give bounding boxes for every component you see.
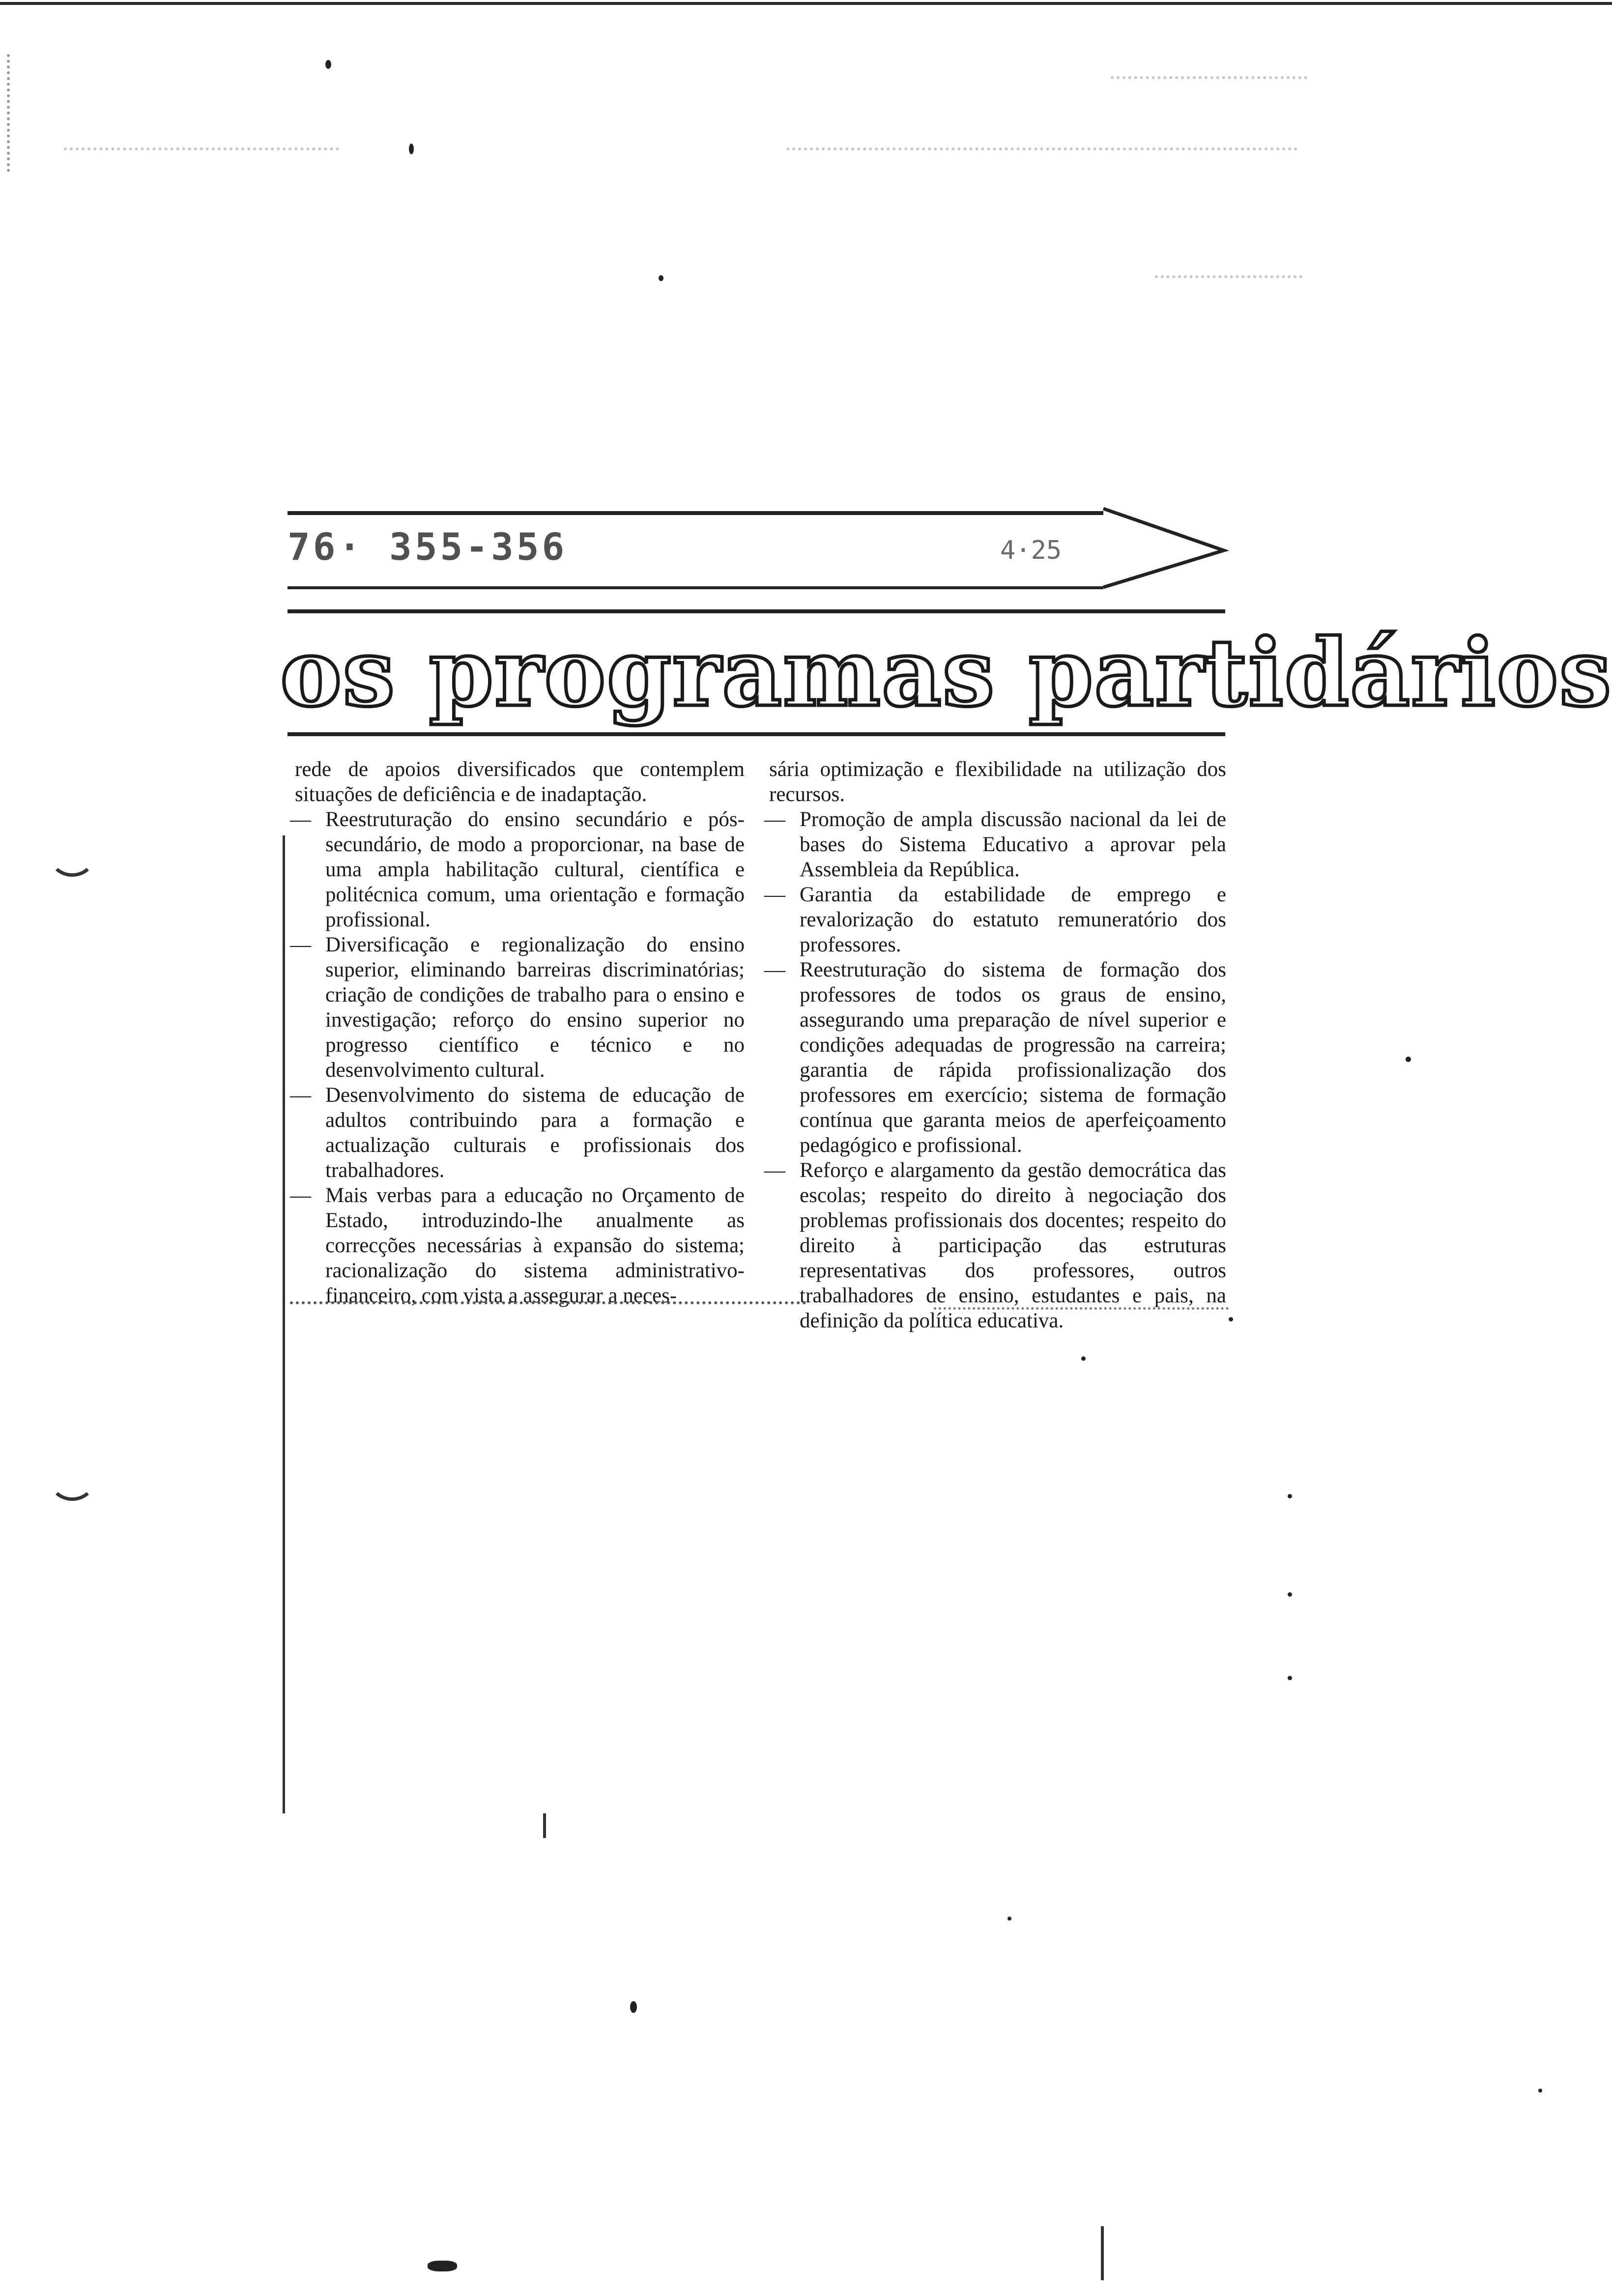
- title-rule-bottom: [288, 732, 1225, 736]
- dash-bullet: —: [290, 1084, 311, 1107]
- column-margin-rule: [283, 835, 285, 1813]
- list-item: [290, 932, 745, 1083]
- scan-speck: [1008, 1917, 1011, 1921]
- scan-top-edge: [0, 2, 1612, 5]
- scan-speck: [428, 2261, 457, 2271]
- dash-bullet: —: [764, 958, 785, 981]
- scan-speck: [1288, 1494, 1292, 1498]
- dash-bullet: —: [290, 808, 311, 831]
- scan-speck: [1406, 1057, 1411, 1062]
- clipping-cut-edge: [290, 1301, 806, 1307]
- list-item: [290, 1183, 745, 1308]
- list-item: [290, 1083, 745, 1183]
- scan-speck: [1229, 1317, 1233, 1321]
- list-item: [764, 807, 1226, 882]
- column-intro: sária optimização e flexibilidade na utilização dos recursos.: [769, 758, 1226, 806]
- scan-speck: [1288, 1592, 1292, 1597]
- list-item-text: Reestruturação do ensino secundário e pós-secundário, de modo a proporcionar, na base de uma ampla habilitação cultural, científica e politécnica comum, uma orientação e formação profissional.: [325, 808, 745, 931]
- article-column-left: [290, 757, 745, 1308]
- list-item-text: Diversificação e regionalização do ensino superior, eliminando barreiras discriminatórias; criação de condições de trabalho para o ensino e investigação; reforço do ensino superior no progresso científico e técnico e no desenvolvimento cultural.: [325, 933, 745, 1082]
- scan-speck: [630, 2001, 637, 2013]
- scan-mark: [1101, 2226, 1104, 2280]
- dash-bullet: —: [764, 1159, 785, 1182]
- arrow-icon: [1098, 504, 1231, 592]
- list-item: [290, 807, 745, 932]
- list-item-text: Reestruturação do sistema de formação dos professores de todos os graus de ensino, assegurando uma preparação de nível superior e condições adequadas de progressão na carreira; garantia de rápida profissionalização dos professores em exercício; sistema de formação contínua que garanta meios de aperfeiçoamento pedagógico e profissional.: [800, 958, 1226, 1157]
- title-rule-top: [288, 609, 1225, 613]
- scan-speck: [1081, 1356, 1086, 1361]
- dash-bullet: —: [764, 883, 785, 906]
- dash-bullet: —: [764, 808, 785, 831]
- scan-noise: [786, 147, 1297, 155]
- punch-hole-mark: [49, 835, 95, 877]
- scan-speck: [325, 60, 331, 69]
- dash-bullet: —: [290, 1184, 311, 1207]
- scan-noise: [64, 147, 339, 155]
- scan-speck: [1538, 2089, 1542, 2093]
- list-item-text: Reforço e alargamento da gestão democrática das escolas; respeito do direito à negociação dos problemas profissionais dos docentes; respeito do direito à participação das estruturas representativas dos professores, outros trabalhadores de ensino, estudantes e pais, na definição da política educativa.: [800, 1159, 1226, 1332]
- list-item: [764, 957, 1226, 1158]
- margin-annotation: [7, 54, 24, 172]
- list-item-text: Garantia da estabilidade de emprego e revalorização do estatuto remuneratório dos professores.: [800, 883, 1226, 956]
- article-column-right: [764, 757, 1226, 1333]
- list-item: [764, 882, 1226, 957]
- scan-noise: [1111, 76, 1307, 84]
- article-headline: os programas partidários: [280, 619, 1612, 727]
- scan-speck: [1288, 1676, 1292, 1680]
- dash-bullet: —: [290, 933, 311, 956]
- scan-noise: [1155, 275, 1302, 283]
- punch-hole-mark: [49, 1460, 95, 1501]
- column-intro: rede de apoios diversificados que contemplem situações de deficiência e de inadaptação.: [295, 758, 745, 806]
- scan-mark: [543, 1813, 546, 1838]
- clipping-reference-code-right: 4·25: [1000, 536, 1062, 565]
- clipping-reference-code: 76· 355-356: [288, 525, 568, 569]
- list-item-text: Promoção de ampla discussão nacional da lei de bases do Sistema Educativo a aprovar pela Assembleia da República.: [800, 808, 1226, 881]
- scan-speck: [409, 144, 414, 154]
- scan-speck: [659, 275, 663, 281]
- clipping-cut-edge: [934, 1307, 1229, 1312]
- list-item-text: Desenvolvimento do sistema de educação de adultos contribuindo para a formação e actualização culturais e profissionais dos trabalhadores.: [325, 1084, 745, 1182]
- list-item-text: Mais verbas para a educação no Orçamento de Estado, introduzindo-lhe anualmente as correcções necessárias à expansão do sistema; racionalização do sistema administrativo-financeiro, com vista a assegurar a neces-: [325, 1184, 745, 1307]
